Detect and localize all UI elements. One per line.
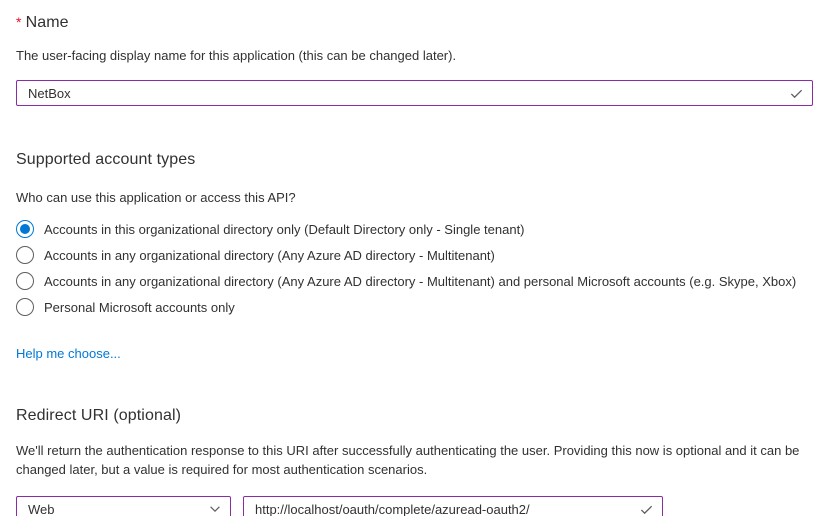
radio-single-tenant[interactable] (16, 216, 813, 242)
name-input-wrapper (16, 80, 813, 106)
redirect-uri-input-wrapper (243, 496, 663, 516)
redirect-uri-title: Redirect URI (optional) (16, 407, 182, 424)
check-icon (639, 502, 654, 516)
platform-select[interactable] (16, 496, 231, 516)
redirect-uri-input[interactable] (255, 502, 633, 516)
name-title-text: Name (25, 14, 69, 31)
platform-selected-value: Web (28, 501, 55, 516)
chevron-down-icon (208, 502, 222, 516)
radio-unselected-icon (16, 272, 34, 290)
radio-unselected-icon (16, 246, 34, 264)
radio-label: Accounts in any organizational directory (Any Azure AD directory - Multitenant) (44, 247, 495, 263)
name-section-title (16, 12, 813, 33)
radio-label: Accounts in any organizational directory (Any Azure AD directory - Multitenant) and personal Microsoft accounts (e.g. Skype, Xbox) (44, 273, 797, 289)
account-types-radio-group (16, 216, 813, 320)
account-types-title: Supported account types (16, 151, 196, 168)
account-types-question: Who can use this application or access this API? (16, 190, 296, 205)
name-description: The user-facing display name for this application (this can be changed later). (16, 48, 457, 63)
help-me-choose-link[interactable]: Help me choose... (16, 346, 121, 361)
required-asterisk: * (16, 14, 22, 30)
radio-personal-only[interactable] (16, 294, 813, 320)
check-icon (789, 86, 804, 101)
name-input[interactable] (28, 86, 783, 101)
redirect-uri-description: We'll return the authentication response to this URI after successfully authenticating the user. Providing this now is optional and it can be changed later, but a value is required for most authentication scenarios. (16, 443, 800, 477)
radio-unselected-icon (16, 298, 34, 316)
radio-label: Personal Microsoft accounts only (44, 299, 235, 315)
redirect-uri-row (16, 496, 813, 516)
radio-multitenant-personal[interactable] (16, 268, 813, 294)
radio-selected-icon (16, 220, 34, 238)
radio-multitenant[interactable] (16, 242, 813, 268)
radio-label: Accounts in this organizational directory only (Default Directory only - Single tenant) (44, 221, 525, 237)
